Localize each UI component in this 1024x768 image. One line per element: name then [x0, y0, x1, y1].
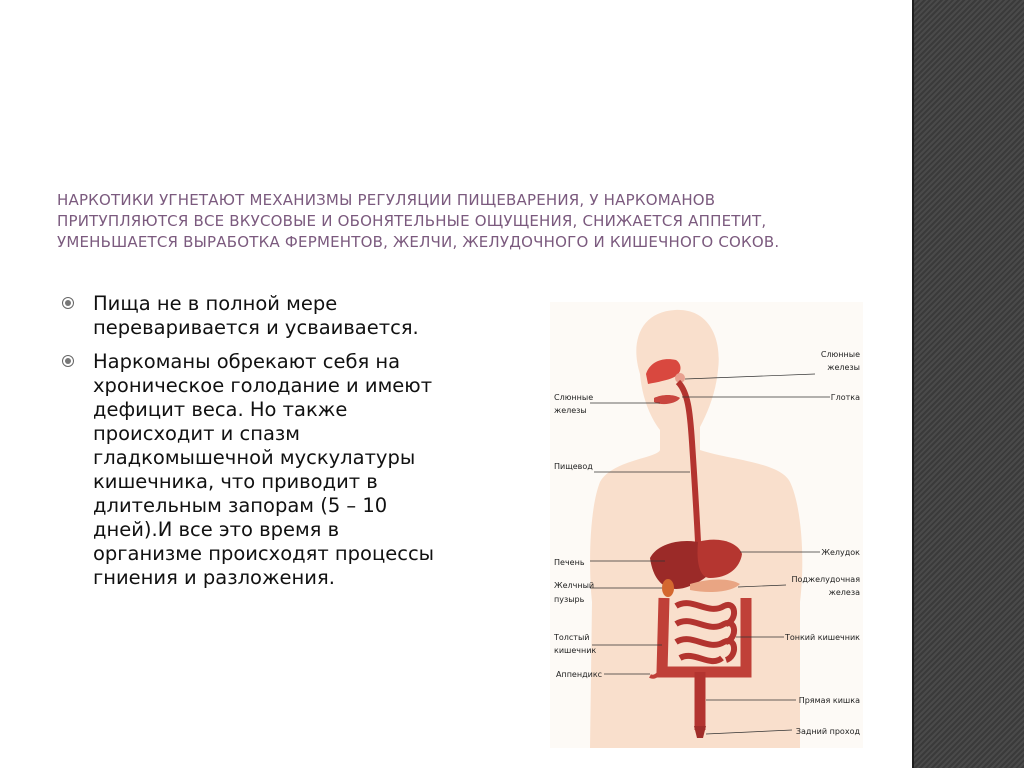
bullet-circle-icon	[62, 355, 74, 367]
gallbladder	[662, 579, 674, 597]
bullet-list	[60, 292, 450, 600]
digestive-system-figure	[550, 302, 863, 748]
label-salivary-glands-left-1: Слюнные	[554, 393, 594, 402]
label-small-intestine: Тонкий кишечник	[784, 633, 860, 642]
bullet-text: Наркоманы обрекают себя на хроническое голодание и имеют дефицит веса. Но также происходит и спазм гладкомышечной мускулатуры кишечника, что приводит в длительным запорам (5 – 10 дней).И все это время в организме происходят процессы гниения и разложения.	[93, 350, 435, 589]
label-salivary-glands-right-2: железы	[827, 363, 860, 372]
label-salivary-glands-left-2: железы	[554, 406, 587, 415]
bullet-item	[60, 350, 450, 590]
label-pharynx: Глотка	[830, 393, 860, 402]
bullet-text: Пища не в полной мере переваривается и усваивается.	[93, 292, 419, 339]
label-large-intestine-2: кишечник	[554, 646, 597, 655]
bullet-item	[60, 292, 450, 340]
label-pancreas-2: железа	[828, 588, 860, 597]
bullet-circle-icon	[62, 297, 74, 309]
label-pancreas-1: Поджелудочная	[791, 575, 860, 584]
label-esophagus: Пищевод	[554, 462, 593, 471]
slide-title: НАРКОТИКИ УГНЕТАЮТ МЕХАНИЗМЫ РЕГУЛЯЦИИ ПИЩЕВАРЕНИЯ, У НАРКОМАНОВ ПРИТУПЛЯЮТСЯ ВСЕ ВКУСОВЫЕ И ОБОНЯТЕЛЬНЫЕ ОЩУЩЕНИЯ, СНИЖАЕТСЯ АППЕТИТ, УМЕНЬШАЕТСЯ ВЫРАБОТКА ФЕРМЕНТОВ, ЖЕЛЧИ, ЖЕЛУДОЧНОГО И КИШЕЧНОГО СОКОВ.	[57, 191, 780, 251]
label-salivary-glands-right-1: Слюнные	[820, 350, 860, 359]
label-stomach: Желудок	[821, 548, 860, 557]
decorative-side-bar	[912, 0, 1024, 768]
label-large-intestine-1: Толстый	[554, 633, 590, 642]
label-anus: Задний проход	[795, 727, 860, 736]
label-gallbladder-1: Желчный	[554, 581, 595, 590]
label-appendix: Аппендикс	[556, 670, 603, 679]
label-rectum: Прямая кишка	[798, 696, 860, 705]
digestive-system-illustration	[550, 302, 863, 748]
label-liver: Печень	[554, 558, 585, 567]
label-gallbladder-2: пузырь	[554, 595, 585, 604]
